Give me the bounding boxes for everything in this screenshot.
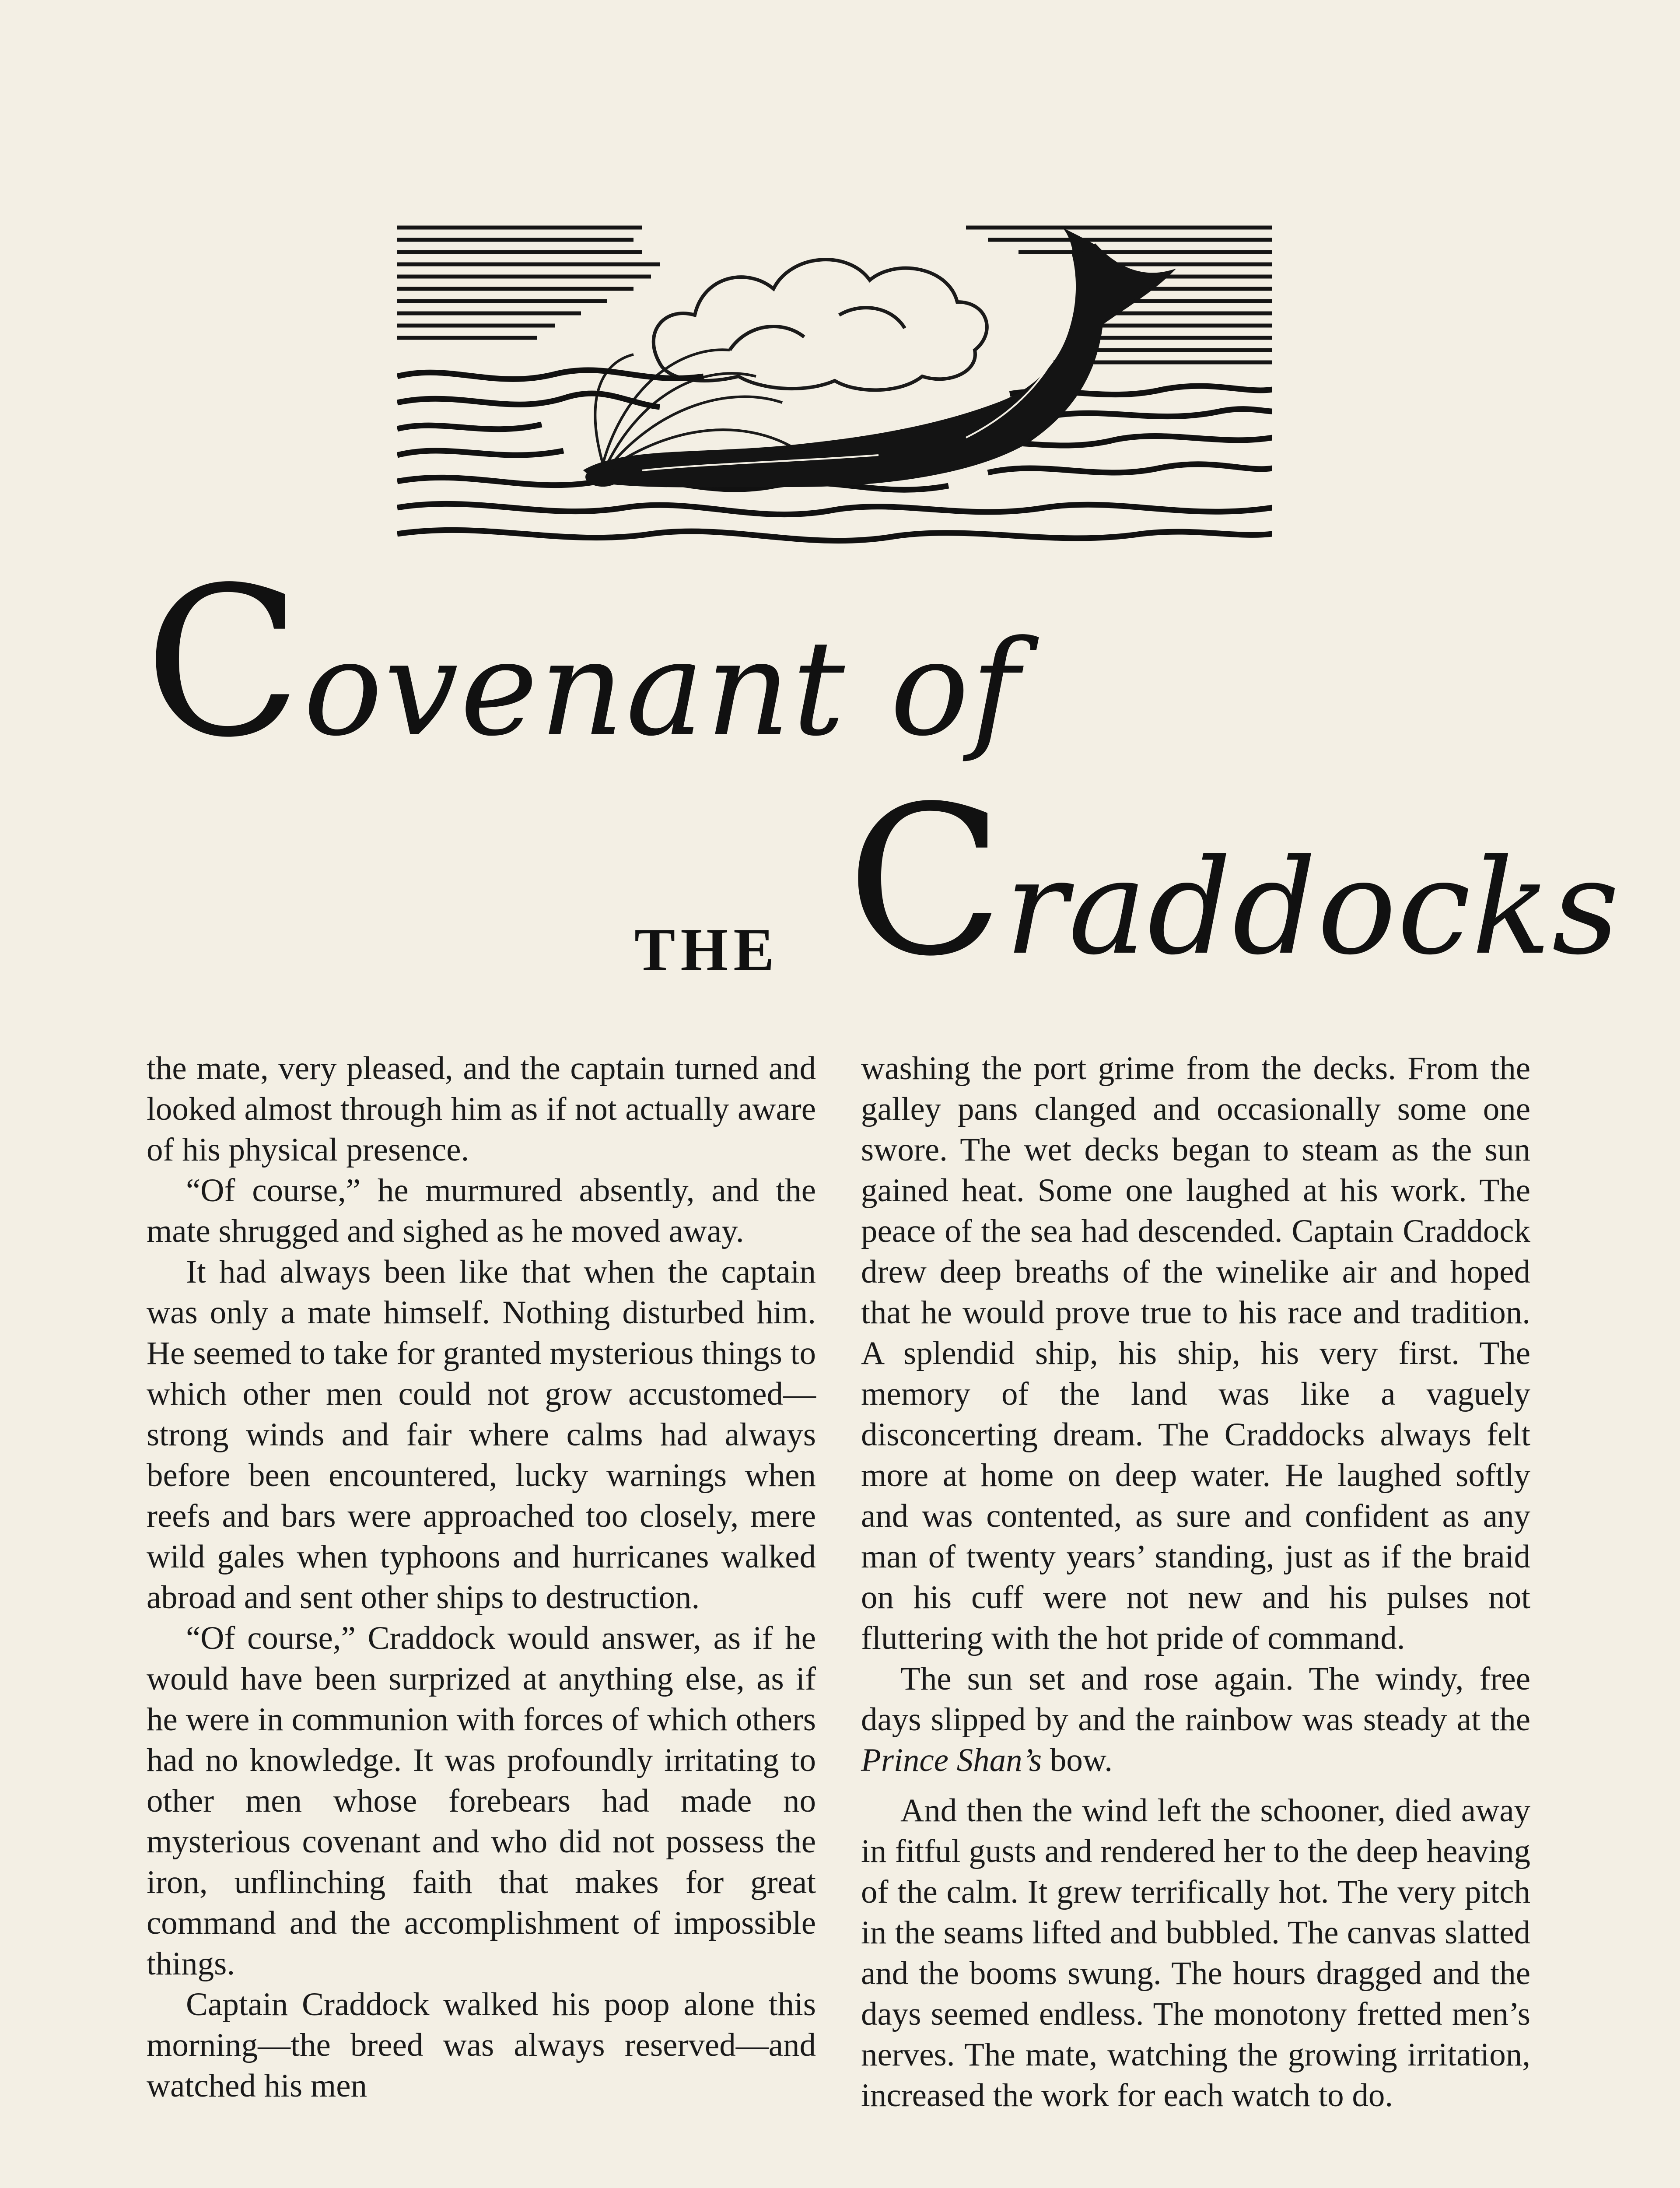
paragraph: “Of course,” he murmured absently, and the mate shrugged and sighed as he moved away.	[147, 1172, 816, 1249]
title-initial-c: C	[144, 543, 304, 782]
paragraph: the mate, very pleased, and the captain turned and looked almost through him as if not actually aware of his physical presence.	[147, 1050, 816, 1168]
whale-illustration	[397, 219, 1272, 558]
left-text-column	[147, 1048, 816, 2106]
whale-engraving	[397, 219, 1272, 558]
title-covenant-of: ovenant of	[303, 612, 1022, 765]
right-text-column	[861, 1048, 1530, 2116]
paragraph: washing the port grime from the decks. From the galley pans clanged and occasionally some one swore. The wet decks began to steam as the sun gained heat. Some one laughed at his work. The peace of the sea had descended. Captain Craddock drew deep breaths of the winelike air and hoped that he would prove true to his race and tradition. A splendid ship, his ship, his very first. The memory of the land was like a vaguely disconcerting dream. The Craddocks always felt more at home on deep water. He laughed softly and was contented, as sure and confident as any man of twenty years’ standing, just as if the braid on his cuff were not new and his pulses not fluttering with the hot pride of command.	[861, 1050, 1530, 1656]
story-title-line-1	[144, 543, 1022, 782]
ship-name: Prince Shan’s	[861, 1742, 1042, 1778]
paragraph: Captain Craddock walked his poop alone this morning—the breed was always reserved—and watched his men	[147, 1986, 816, 2104]
paragraph: And then the wind left the schooner, died away in fitful gusts and rendered her to the deep heaving of the calm. It grew terrifically hot. The very pitch in the seams lifted and bubbled. The canvas slatted and the booms swung. The hours dragged and the days seemed endless. The monotony fretted men’s nerves. The mate, watching the growing irritation, increased the work for each watch to do.	[861, 1792, 1530, 2114]
paragraph	[861, 1659, 1530, 1781]
title-initial-c-2: C	[847, 762, 1005, 1001]
title-craddocks: raddocks	[1004, 831, 1620, 984]
story-title-line-2	[847, 762, 1620, 1001]
paragraph-text: The sun set and rose again. The windy, free days slipped by and the rainbow was steady at the	[861, 1661, 1530, 1738]
title-the: THE	[634, 916, 780, 984]
paragraph: It had always been like that when the captain was only a mate himself. Nothing disturbed him. He seemed to take for granted mysterious things to which other men could not grow accustomed—strong winds and fair where calms had always before been encountered, lucky warnings when reefs and bars were approached too closely, mere wild gales when typhoons and hurricanes walked abroad and sent other ships to destruction.	[147, 1254, 816, 1616]
paragraph: “Of course,” Craddock would answer, as if he would have been surprized at anything else, as if he were in communion with forces of which others had no knowledge. It was profoundly irritating to other men whose forebears had made no mysterious covenant and who did not possess the iron, unflinching faith that makes for great command and the accomplishment of impossible things.	[147, 1620, 816, 1982]
paragraph-text: bow.	[1042, 1742, 1113, 1778]
